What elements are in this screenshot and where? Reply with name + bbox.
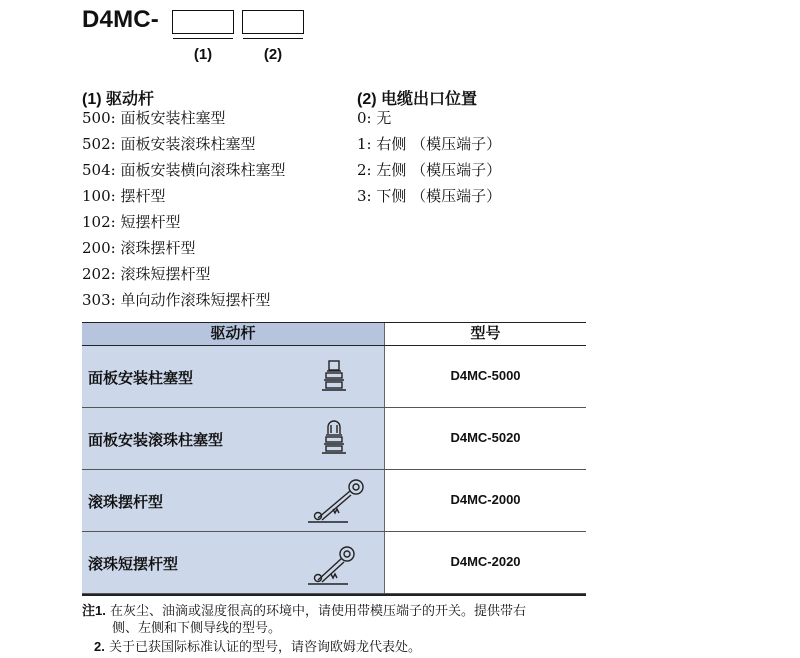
actuator-cell <box>82 346 385 407</box>
cable-outlet-option: 3: 下侧 （模压端子） <box>357 187 502 205</box>
code-box-1 <box>172 10 234 34</box>
model-number: D4MC-5000 <box>450 368 521 383</box>
actuator-option: 200: 滚珠摆杆型 <box>82 239 196 257</box>
table-row <box>82 346 586 408</box>
roller-lever-icon <box>304 476 364 526</box>
actuator-option: 502: 面板安装滚珠柱塞型 <box>82 135 256 153</box>
actuator-option: 100: 摆杆型 <box>82 187 166 205</box>
cable-outlet-option: 2: 左侧 （模压端子） <box>357 161 502 179</box>
table-header-row <box>82 322 586 346</box>
actuator-name: 面板安装滚珠柱塞型 <box>88 432 224 449</box>
actuator-cell <box>82 408 385 469</box>
actuator-option: 202: 滚珠短摆杆型 <box>82 265 211 283</box>
note-1-line-1 <box>82 602 526 620</box>
note-1-mark: 注1. <box>82 603 106 618</box>
note-2-text: 关于已获国际标准认证的型号，请咨询欧姆龙代表处。 <box>108 640 421 655</box>
code-index-2: (2) <box>263 46 283 63</box>
model-table <box>82 322 586 596</box>
note-1-text: 在灰尘、油滴或湿度很高的环境中，请使用带模压端子的开关。提供带右 <box>109 604 526 619</box>
actuator-option: 504: 面板安装横向滚珠柱塞型 <box>82 161 286 179</box>
panel-plunger-icon <box>304 352 364 402</box>
code-index-1: (1) <box>193 46 213 63</box>
cable-outlet-option: 1: 右侧 （模压端子） <box>357 135 502 153</box>
table-bottom-rule <box>82 594 586 596</box>
header-model: 型号 <box>385 323 586 345</box>
table-row <box>82 532 586 594</box>
actuator-option: 102: 短摆杆型 <box>82 213 181 231</box>
header-actuator: 驱动杆 <box>82 323 385 345</box>
model-number: D4MC-5020 <box>450 430 521 445</box>
table-row <box>82 470 586 532</box>
code-box-2 <box>242 10 304 34</box>
note-2-mark: 2. <box>94 639 105 654</box>
table-row <box>82 408 586 470</box>
note-1-line-2: 侧、左侧和下侧导线的型号。 <box>112 621 282 636</box>
cable-outlet-heading: (2) 电缆出口位置 <box>357 91 478 108</box>
note-2 <box>94 638 421 656</box>
actuator-option: 303: 单向动作滚珠短摆杆型 <box>82 291 271 309</box>
model-number: D4MC-2020 <box>450 554 521 569</box>
actuator-heading: (1) 驱动杆 <box>82 91 155 108</box>
model-code-prefix: D4MC- <box>82 6 159 33</box>
model-number: D4MC-2000 <box>450 492 521 507</box>
actuator-name: 滚珠短摆杆型 <box>88 556 179 573</box>
actuator-cell <box>82 470 385 531</box>
short-roller-lever-icon <box>304 538 364 588</box>
actuator-name: 滚珠摆杆型 <box>88 494 164 511</box>
actuator-cell <box>82 532 385 593</box>
actuator-name: 面板安装柱塞型 <box>88 370 194 387</box>
actuator-option: 500: 面板安装柱塞型 <box>82 109 226 127</box>
cable-outlet-option: 0: 无 <box>357 109 392 127</box>
panel-roller-plunger-icon <box>304 414 364 464</box>
